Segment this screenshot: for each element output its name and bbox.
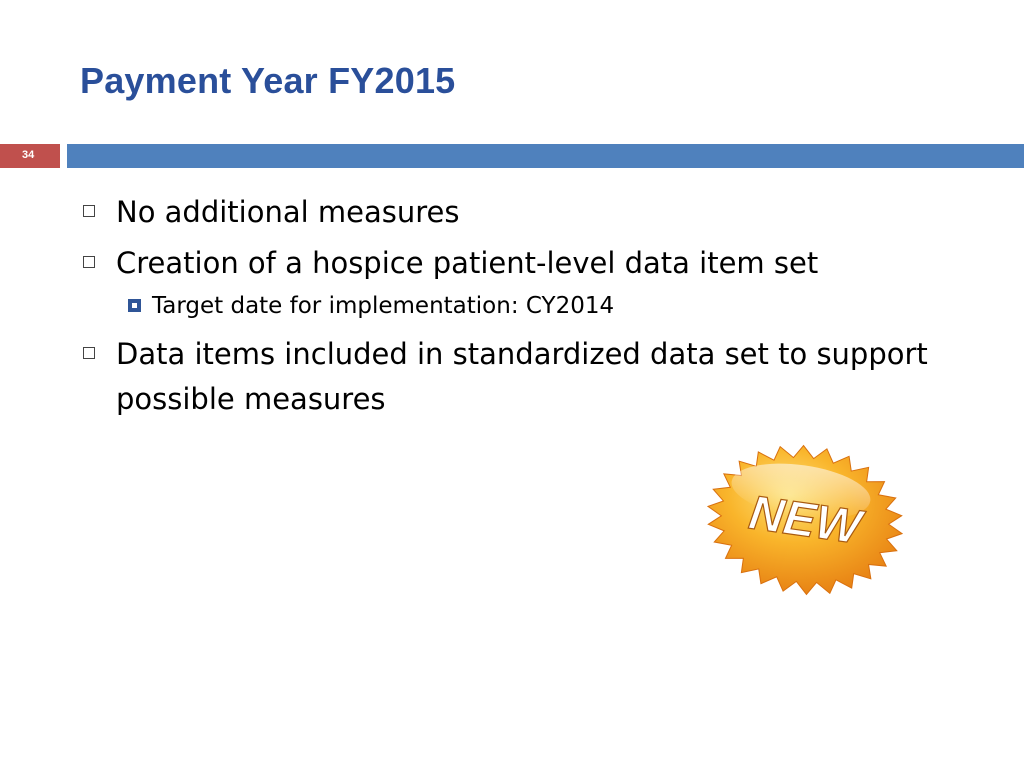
bullet-text: Creation of a hospice patient-level data item set [116, 246, 819, 280]
hollow-square-bullet-icon [83, 205, 95, 217]
filled-square-bullet-icon [128, 299, 141, 312]
bullet-item [80, 332, 930, 422]
bullet-text: No additional measures [116, 195, 460, 229]
bullet-list [80, 190, 930, 428]
header-rule-bar [67, 144, 1024, 168]
badge-text: NEW [745, 486, 865, 555]
slide-number: 34 [22, 149, 35, 161]
starburst-badge-icon [700, 440, 910, 600]
sub-bullet-text: Target date for implementation: CY2014 [152, 293, 615, 319]
page-title: Payment Year FY2015 [80, 60, 456, 101]
bullet-text: Data items included in standardized data set to support possible measures [116, 337, 928, 416]
hollow-square-bullet-icon [83, 347, 95, 359]
hollow-square-bullet-icon [83, 256, 95, 268]
bullet-item [80, 190, 930, 235]
bullet-item [80, 241, 930, 286]
sub-bullet-item [128, 288, 930, 324]
slide-number-box [0, 144, 60, 168]
